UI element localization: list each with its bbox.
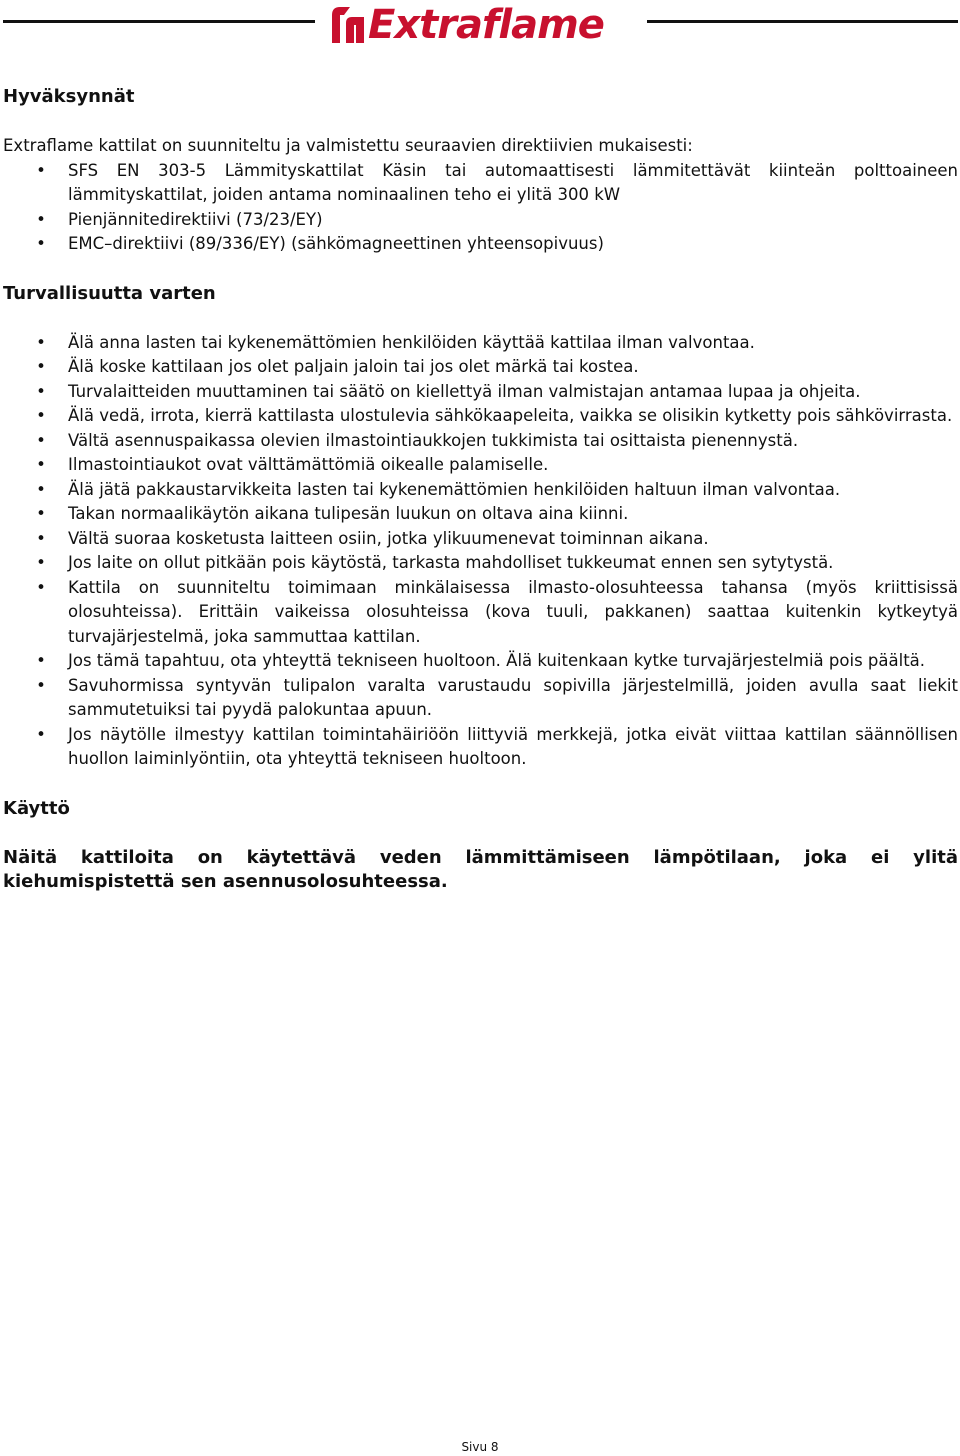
bullet-icon: • xyxy=(36,724,46,744)
approvals-heading: Hyväksynnät xyxy=(3,86,135,107)
brand-logo xyxy=(326,2,636,48)
page-number: Sivu 8 xyxy=(461,1440,499,1454)
bullet-icon: • xyxy=(36,234,46,253)
list-item: • SFS EN 303-5 Lämmityskattilat Käsin tai automaattisesti lämmitettävät kiinteän polttoaineen lämmityskattilat, joiden antama nominaalinen teho ei ylitä 300 kW xyxy=(36,160,958,204)
list-item: • Älä anna lasten tai kykenemättömien henkilöiden käyttää kattilaa ilman valvontaa. xyxy=(3,331,958,356)
list-item: • Vältä asennuspaikassa olevien ilmastointiaukkojen tukkimista tai osittaista pienennystä. xyxy=(3,429,958,454)
approvals-list xyxy=(3,159,958,257)
header-rule-right xyxy=(647,20,958,23)
bullet-icon: • xyxy=(36,479,46,499)
list-item: • Älä vedä, irrota, kierrä kattilasta ulostulevia sähkökaapeleita, vaikka se olisikin kytketty pois sähkövirrasta. xyxy=(3,404,958,429)
page-header xyxy=(0,0,960,50)
list-item: • Älä jätä pakkaustarvikkeita lasten tai kykenemättömien henkilöiden haltuun ilman valvontaa. xyxy=(3,478,958,503)
list-item: • Takan normaalikäytön aikana tulipesän luukun on oltava aina kiinni. xyxy=(3,502,958,527)
safety-list xyxy=(3,331,958,772)
bullet-icon: • xyxy=(36,357,46,376)
list-item: • Kattila on suunniteltu toimimaan minkälaisessa ilmasto-olosuhteessa tahansa (myös kriittisissä olosuhteissa). Erittäin vaikeissa olosuhteissa (kova tuuli, pakkanen) saattaa kuitenkin kytkeytyä turvajärjestelmä, joka sammuttaa kattilan. xyxy=(36,577,958,646)
logo-wordmark: Extraflame xyxy=(368,2,604,48)
list-item: • Ilmastointiaukot ovat välttämättömiä oikealle palamiselle. xyxy=(3,453,958,478)
bullet-icon: • xyxy=(36,406,46,425)
list-item: • Jos tämä tapahtuu, ota yhteyttä tekniseen huoltoon. Älä kuitenkaan kytke turvajärjestelmiä pois päältä. xyxy=(3,649,958,674)
bullet-icon: • xyxy=(36,528,46,548)
usage-text: Näitä kattiloita on käytettävä veden lämmittämiseen lämpötilaan, joka ei ylitä kiehumispistettä sen asennusolosuhteessa. xyxy=(3,846,958,892)
header-rule-left xyxy=(3,20,315,23)
bullet-icon: • xyxy=(36,455,46,474)
bullet-icon: • xyxy=(36,675,46,695)
bullet-icon: • xyxy=(36,430,46,450)
list-item: • Vältä suoraa kosketusta laitteen osiin, jotka ylikuumenevat toiminnan aikana. xyxy=(3,527,958,552)
list-item: • Savuhormissa syntyvän tulipalon varalta varustaudu sopivilla järjestelmillä, joiden avulla saat liekit sammutetuiksi tai pyydä palokuntaa apuun. xyxy=(36,675,958,719)
list-item: • Jos näytölle ilmestyy kattilan toimintahäiriöön liittyviä merkkejä, jotka eivät viittaa kattilan säännöllisen huollon laiminlyöntiin, ota yhteyttä tekniseen huoltoon. xyxy=(36,724,958,768)
document-body xyxy=(3,84,958,895)
list-item: • Jos laite on ollut pitkään pois käytöstä, tarkasta mahdolliset tukkeumat ennen sen sytytystä. xyxy=(3,551,958,576)
bullet-icon: • xyxy=(36,332,46,352)
usage-heading: Käyttö xyxy=(3,797,70,819)
bullet-icon: • xyxy=(36,651,46,670)
safety-heading: Turvallisuutta varten xyxy=(3,282,216,304)
list-item: • Älä koske kattilaan jos olet paljain jaloin tai jos olet märkä tai kostea. xyxy=(3,355,958,380)
approvals-intro: Extraflame kattilat on suunniteltu ja valmistettu seuraavien direktiivien mukaisesti: xyxy=(3,136,693,155)
bullet-icon: • xyxy=(36,381,46,401)
bullet-icon: • xyxy=(36,209,46,229)
bullet-icon: • xyxy=(36,577,46,597)
bullet-icon: • xyxy=(36,504,46,523)
flame-logo-icon xyxy=(330,5,366,45)
bullet-icon: • xyxy=(36,553,46,572)
bullet-icon: • xyxy=(36,160,46,180)
list-item: • EMC–direktiivi (89/336/EY) (sähkömagneettinen yhteensopivuus) xyxy=(3,232,958,257)
list-item: • Turvalaitteiden muuttaminen tai säätö on kiellettyä ilman valmistajan antamaa lupaa ja ohjeita. xyxy=(3,380,958,405)
list-item: • Pienjännitedirektiivi (73/23/EY) xyxy=(3,208,958,233)
